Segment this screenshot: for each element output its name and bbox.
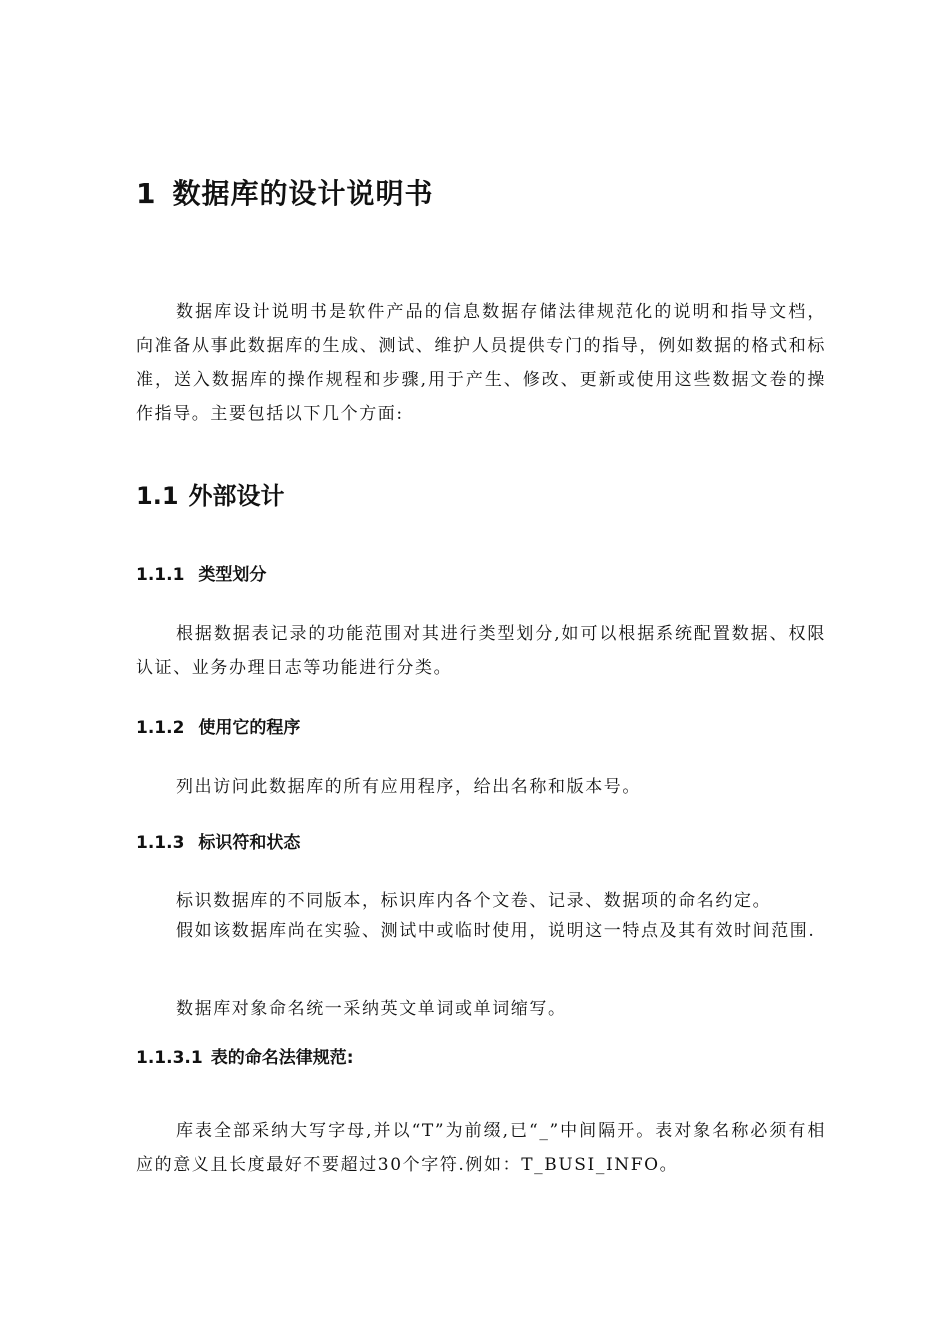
heading-1-1-2-number: 1.1.2 xyxy=(136,718,185,738)
heading-1-number: 1 xyxy=(136,177,157,210)
heading-1-1-number: 1.1 xyxy=(136,482,179,510)
heading-1-1 xyxy=(136,476,285,511)
section-1-1-3-paragraph-1: 标识数据库的不同版本，标识库内各个文卷、记录、数据项的命名约定。 xyxy=(176,891,772,911)
heading-1-1-2 xyxy=(136,713,300,738)
heading-1-1-2-title: 使用它的程序 xyxy=(198,718,301,738)
heading-1-1-3-1-number: 1.1.3.1 xyxy=(136,1048,203,1068)
heading-1-title: 数据库的设计说明书 xyxy=(172,177,434,210)
heading-1-1-1-title: 类型划分 xyxy=(198,565,267,585)
section-1-1-3-paragraph-2: 假如该数据库尚在实验、测试中或临时使用，说明这一特点及其有效时间范围. xyxy=(176,921,816,941)
intro-paragraph: 数据库设计说明书是软件产品的信息数据存储法律规范化的说明和指导文档，向准备从事此数据库的生成、测试、维护人员提供专门的指导，例如数据的格式和标准，送入数据库的操作规程和步骤,用于产生、修改、更新或使用这些数据文卷的操作指导。主要包括以下几个方面: xyxy=(136,302,826,424)
section-1-1-2-paragraph: 列出访问此数据库的所有应用程序，给出名称和版本号。 xyxy=(176,777,641,797)
section-1-1-1-paragraph: 根据数据表记录的功能范围对其进行类型划分,如可以根据系统配置数据、权限认证、业务办理日志等功能进行分类。 xyxy=(136,624,826,678)
heading-1-1-1-number: 1.1.1 xyxy=(136,565,185,585)
heading-1-1-1 xyxy=(136,560,266,585)
heading-1 xyxy=(136,172,434,212)
heading-1-1-title: 外部设计 xyxy=(188,482,285,510)
section-1-1-3-1-paragraph: 库表全部采纳大写字母,并以“T”为前缀,已“_”中间隔开。表对象名称必须有相应的意义且长度最好不要超过30个字符.例如：T_BUSI_INFO。 xyxy=(136,1121,826,1175)
heading-1-1-3-1-title: 表的命名法律规范: xyxy=(210,1048,354,1068)
heading-1-1-3 xyxy=(136,828,300,853)
section-1-1-3-paragraph-3: 数据库对象命名统一采纳英文单词或单词缩写。 xyxy=(176,999,567,1019)
heading-1-1-3-title: 标识符和状态 xyxy=(198,833,301,853)
heading-1-1-3-1 xyxy=(136,1043,354,1068)
heading-1-1-3-number: 1.1.3 xyxy=(136,833,185,853)
